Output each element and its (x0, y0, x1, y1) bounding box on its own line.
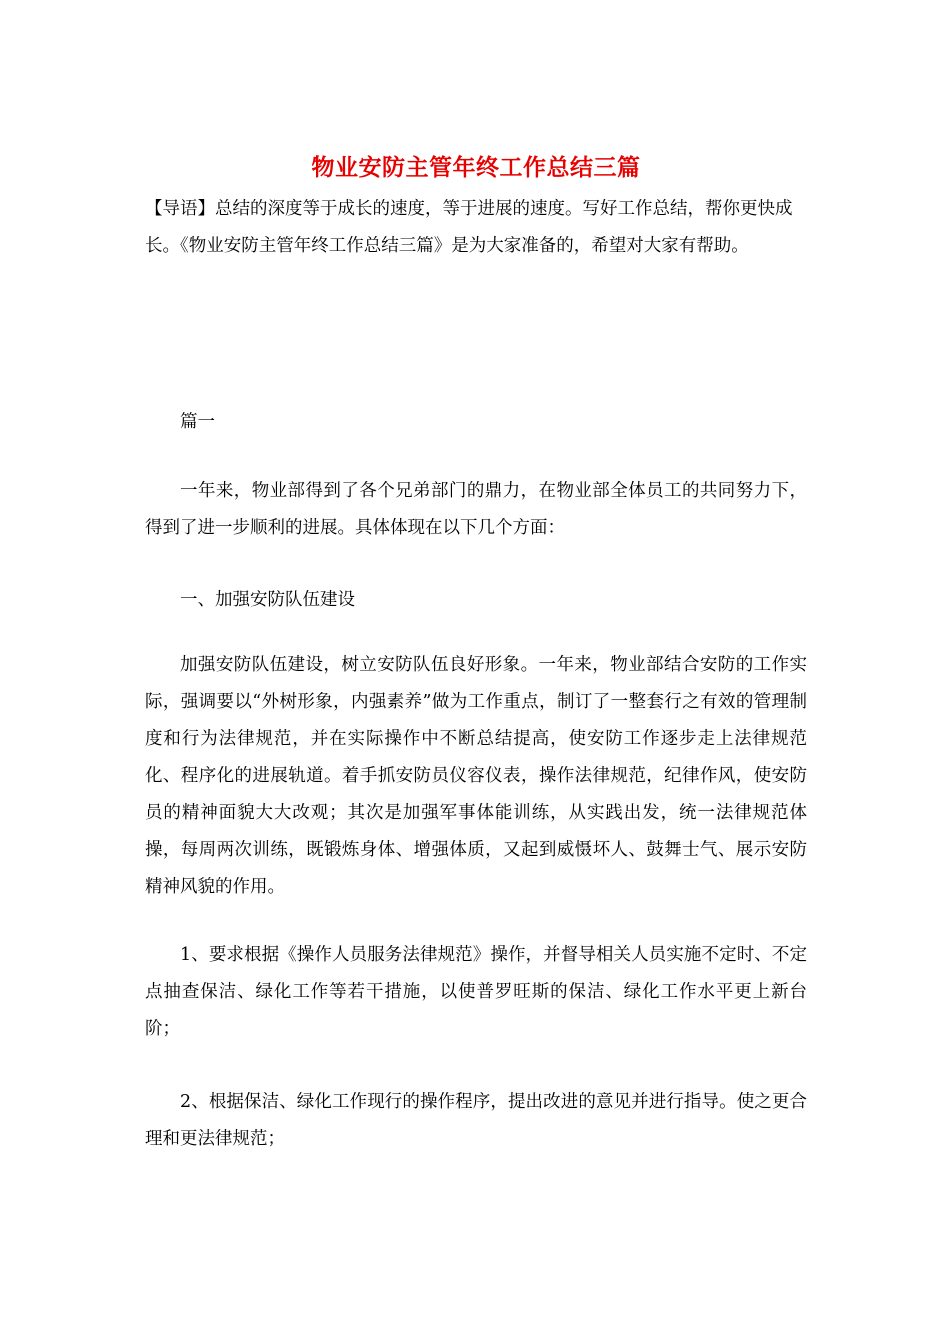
document-title: 物业安防主管年终工作总结三篇 (311, 154, 641, 181)
section-heading-part-one: 篇一 (180, 412, 215, 432)
body-paragraph-overview: 一年来，物业部得到了各个兄弟部门的鼎力，在物业部全体员工的共同努力下，得到了进一步顺利的进展。具体体现在以下几个方面： (145, 481, 807, 538)
subsection-heading-security-team: 一、加强安防队伍建设 (180, 590, 355, 610)
list-item-1: 1、要求根据《操作人员服务法律规范》操作，并督导相关人员实施不定时、不定点抽查保洁、绿化工作等若干措施，以使普罗旺斯的保洁、绿化工作水平更上新台阶； (145, 945, 807, 1039)
body-paragraph-security-team: 加强安防队伍建设，树立安防队伍良好形象。一年来，物业部结合安防的工作实际，强调要以“外树形象，内强素养”做为工作重点，制订了一整套行之有效的管理制度和行为法律规范，并在实际操作中不断总结提高，使安防工作逐步走上法律规范化、程序化的进展轨道。着手抓安防员仪容仪表，操作法律规范，纪律作风，使安防员的精神面貌大大改观；其次是加强军事体能训练，从实践出发，统一法律规范体操，每周两次训练，既锻炼身体、增强体质，又起到威慑坏人、鼓舞士气、展示安防精神风貌的作用。 (145, 655, 807, 897)
list-item-2: 2、根据保洁、绿化工作现行的操作程序，提出改进的意见并进行指导。使之更合理和更法律规范； (145, 1092, 807, 1149)
intro-paragraph: 【导语】总结的深度等于成长的速度，等于进展的速度。写好工作总结，帮你更快成长。《物业安防主管年终工作总结三篇》是为大家准备的，希望对大家有帮助。 (145, 199, 793, 256)
